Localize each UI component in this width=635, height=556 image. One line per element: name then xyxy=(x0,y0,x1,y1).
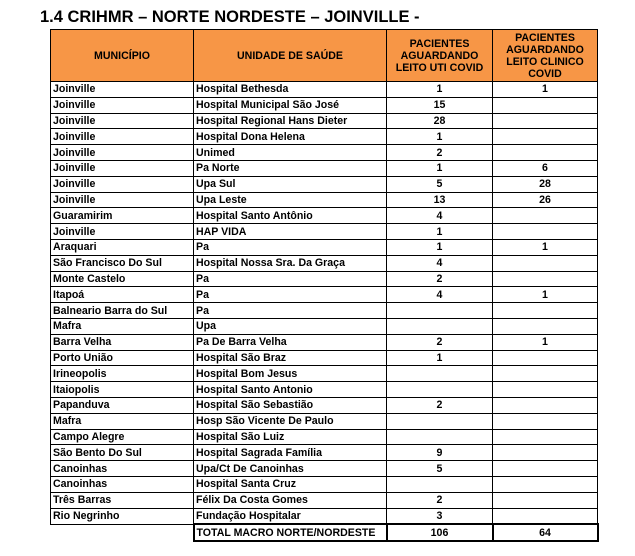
cell-unidade: Pa Norte xyxy=(194,160,387,176)
cell-municipio: Barra Velha xyxy=(51,334,194,350)
header-municipio: MUNICÍPIO xyxy=(51,30,194,82)
table-row xyxy=(51,271,598,287)
cell-clinico: 28 xyxy=(493,176,598,192)
cell-clinico xyxy=(493,429,598,445)
table-row xyxy=(51,176,598,192)
header-uti: PACIENTES AGUARDANDO LEITO UTI COVID xyxy=(387,30,493,82)
table-row xyxy=(51,145,598,161)
cell-municipio: Joinville xyxy=(51,145,194,161)
cell-clinico xyxy=(493,208,598,224)
table-row xyxy=(51,429,598,445)
cell-uti: 2 xyxy=(387,492,493,508)
cell-clinico xyxy=(493,271,598,287)
table-row xyxy=(51,461,598,477)
cell-unidade: Pa xyxy=(194,271,387,287)
cell-municipio: Joinville xyxy=(51,176,194,192)
table-row xyxy=(51,255,598,271)
cell-uti: 4 xyxy=(387,208,493,224)
cell-uti xyxy=(387,429,493,445)
cell-clinico xyxy=(493,366,598,382)
cell-unidade: Pa xyxy=(194,287,387,303)
cell-clinico: 1 xyxy=(493,334,598,350)
header-clinico: PACIENTES AGUARDANDO LEITO CLINICO COVID xyxy=(493,30,598,82)
cell-uti xyxy=(387,382,493,398)
header-unidade: UNIDADE DE SAÚDE xyxy=(194,30,387,82)
cell-uti xyxy=(387,303,493,319)
cell-municipio: Monte Castelo xyxy=(51,271,194,287)
cell-uti: 28 xyxy=(387,113,493,129)
cell-municipio: Mafra xyxy=(51,318,194,334)
total-empty-cell xyxy=(51,524,194,541)
table-row xyxy=(51,192,598,208)
cell-clinico xyxy=(493,97,598,113)
cell-municipio: Porto União xyxy=(51,350,194,366)
cell-unidade: Pa xyxy=(194,239,387,255)
cell-municipio: Joinville xyxy=(51,129,194,145)
cell-unidade: Hosp São Vicente De Paulo xyxy=(194,413,387,429)
cell-uti: 2 xyxy=(387,397,493,413)
cell-municipio: Araquari xyxy=(51,239,194,255)
cell-clinico xyxy=(493,461,598,477)
table-row xyxy=(51,208,598,224)
cell-uti: 5 xyxy=(387,461,493,477)
cell-uti: 2 xyxy=(387,271,493,287)
cell-unidade: Pa xyxy=(194,303,387,319)
cell-unidade: HAP VIDA xyxy=(194,224,387,240)
total-label: TOTAL MACRO NORTE/NORDESTE xyxy=(194,524,387,541)
table-row xyxy=(51,413,598,429)
cell-uti: 1 xyxy=(387,239,493,255)
cell-unidade: Hospital Regional Hans Dieter xyxy=(194,113,387,129)
cell-unidade: Upa Sul xyxy=(194,176,387,192)
cell-clinico xyxy=(493,318,598,334)
cell-clinico: 1 xyxy=(493,239,598,255)
patients-table xyxy=(50,29,599,542)
total-uti: 106 xyxy=(387,524,493,541)
cell-clinico xyxy=(493,413,598,429)
cell-uti: 1 xyxy=(387,224,493,240)
cell-clinico xyxy=(493,350,598,366)
cell-clinico xyxy=(493,445,598,461)
cell-uti: 15 xyxy=(387,97,493,113)
table-header-row xyxy=(51,30,598,82)
cell-unidade: Hospital Dona Helena xyxy=(194,129,387,145)
cell-uti xyxy=(387,366,493,382)
table-row xyxy=(51,129,598,145)
cell-unidade: Unimed xyxy=(194,145,387,161)
table-row xyxy=(51,334,598,350)
cell-municipio: Rio Negrinho xyxy=(51,508,194,524)
cell-clinico xyxy=(493,113,598,129)
cell-municipio: Canoinhas xyxy=(51,476,194,492)
cell-uti xyxy=(387,413,493,429)
cell-uti: 4 xyxy=(387,287,493,303)
cell-clinico xyxy=(493,476,598,492)
cell-uti: 1 xyxy=(387,82,493,98)
cell-unidade: Pa De Barra Velha xyxy=(194,334,387,350)
cell-clinico xyxy=(493,492,598,508)
table-row xyxy=(51,82,598,98)
cell-uti: 1 xyxy=(387,350,493,366)
cell-unidade: Hospital São Luiz xyxy=(194,429,387,445)
cell-unidade: Hospital Bethesda xyxy=(194,82,387,98)
cell-unidade: Hospital Nossa Sra. Da Graça xyxy=(194,255,387,271)
table-row xyxy=(51,350,598,366)
cell-municipio: Joinville xyxy=(51,192,194,208)
table-row xyxy=(51,397,598,413)
cell-unidade: Upa Leste xyxy=(194,192,387,208)
cell-clinico xyxy=(493,303,598,319)
table-row xyxy=(51,508,598,524)
cell-municipio: Itapoá xyxy=(51,287,194,303)
cell-municipio: Joinville xyxy=(51,82,194,98)
cell-uti: 2 xyxy=(387,145,493,161)
cell-unidade: Hospital Santo Antonio xyxy=(194,382,387,398)
cell-municipio: Papanduva xyxy=(51,397,194,413)
cell-clinico: 1 xyxy=(493,287,598,303)
cell-municipio: São Francisco Do Sul xyxy=(51,255,194,271)
cell-unidade: Félix Da Costa Gomes xyxy=(194,492,387,508)
cell-municipio: Campo Alegre xyxy=(51,429,194,445)
total-row xyxy=(51,524,598,541)
cell-municipio: Canoinhas xyxy=(51,461,194,477)
cell-municipio: São Bento Do Sul xyxy=(51,445,194,461)
cell-unidade: Hospital Sagrada Família xyxy=(194,445,387,461)
cell-unidade: Hospital São Braz xyxy=(194,350,387,366)
cell-uti xyxy=(387,476,493,492)
cell-unidade: Fundação Hospitalar xyxy=(194,508,387,524)
table-row xyxy=(51,224,598,240)
cell-uti: 5 xyxy=(387,176,493,192)
table-row xyxy=(51,492,598,508)
cell-municipio: Joinville xyxy=(51,224,194,240)
page-title: 1.4 CRIHMR – NORTE NORDESTE – JOINVILLE - xyxy=(40,8,420,26)
cell-clinico xyxy=(493,382,598,398)
cell-unidade: Hospital Santo Antônio xyxy=(194,208,387,224)
cell-municipio: Joinville xyxy=(51,160,194,176)
table-row xyxy=(51,160,598,176)
cell-municipio: Guaramirim xyxy=(51,208,194,224)
cell-uti: 4 xyxy=(387,255,493,271)
total-clinico: 64 xyxy=(493,524,598,541)
cell-clinico xyxy=(493,224,598,240)
table-row xyxy=(51,445,598,461)
cell-unidade: Hospital São Sebastião xyxy=(194,397,387,413)
cell-unidade: Hospital Municipal São José xyxy=(194,97,387,113)
table-row xyxy=(51,382,598,398)
cell-uti: 13 xyxy=(387,192,493,208)
cell-municipio: Três Barras xyxy=(51,492,194,508)
cell-unidade: Upa/Ct De Canoinhas xyxy=(194,461,387,477)
cell-municipio: Joinville xyxy=(51,113,194,129)
cell-clinico xyxy=(493,129,598,145)
table-row xyxy=(51,476,598,492)
cell-uti xyxy=(387,318,493,334)
cell-clinico: 6 xyxy=(493,160,598,176)
table-body xyxy=(51,82,598,525)
cell-uti: 1 xyxy=(387,129,493,145)
cell-clinico: 1 xyxy=(493,82,598,98)
cell-unidade: Hospital Bom Jesus xyxy=(194,366,387,382)
cell-municipio: Joinville xyxy=(51,97,194,113)
table-row xyxy=(51,97,598,113)
cell-unidade: Hospital Santa Cruz xyxy=(194,476,387,492)
cell-uti: 9 xyxy=(387,445,493,461)
cell-municipio: Mafra xyxy=(51,413,194,429)
table-row xyxy=(51,318,598,334)
cell-clinico xyxy=(493,145,598,161)
table-row xyxy=(51,239,598,255)
table-row xyxy=(51,113,598,129)
cell-clinico xyxy=(493,255,598,271)
cell-clinico xyxy=(493,397,598,413)
table-row xyxy=(51,303,598,319)
cell-municipio: Balneario Barra do Sul xyxy=(51,303,194,319)
table-row xyxy=(51,366,598,382)
table-row xyxy=(51,287,598,303)
cell-unidade: Upa xyxy=(194,318,387,334)
cell-uti: 3 xyxy=(387,508,493,524)
cell-municipio: Irineopolis xyxy=(51,366,194,382)
cell-clinico xyxy=(493,508,598,524)
cell-clinico: 26 xyxy=(493,192,598,208)
cell-uti: 2 xyxy=(387,334,493,350)
cell-municipio: Itaiopolis xyxy=(51,382,194,398)
cell-uti: 1 xyxy=(387,160,493,176)
